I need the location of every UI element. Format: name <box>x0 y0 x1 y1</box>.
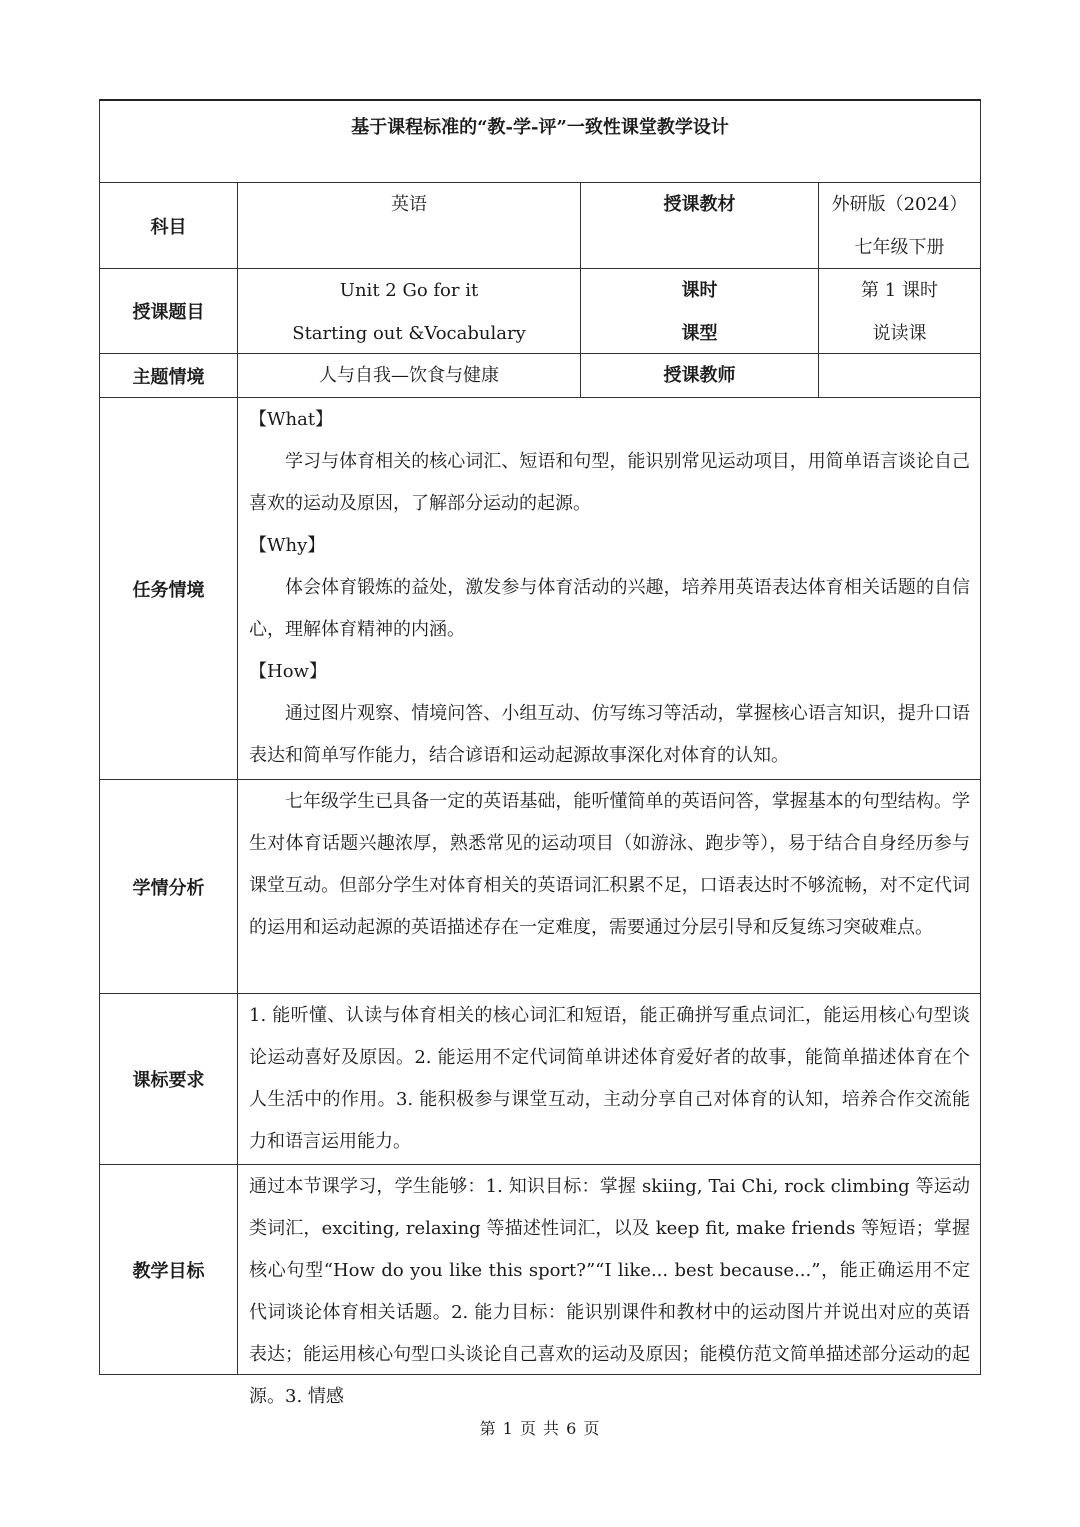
objectives-text: 通过本节课学习，学生能够：1. 知识目标：掌握 skiing, Tai Chi, rock climbing 等运动类词汇，exciting, relaxing 等描述性词汇，以及 keep fit, make friends 等短语；掌握核心句型“How do you like this sport?”“I like... best because...”，能正确运用不定代词谈论体育相关话题。2. 能力目标：能识别课件和教材中的运动图片并说出对应的英语表达；能运用核心句型口头谈论自己喜欢的运动及原因；能模仿范文简单描述部分运动的起源。3. 情感 <box>249 1176 970 1407</box>
standards-label: 课标要求 <box>132 1070 205 1091</box>
lesson-type-value: 说读课 <box>872 323 927 344</box>
analysis-text: 七年级学生已具备一定的英语基础，能听懂简单的英语问答，掌握基本的句型结构。学生对体育话题兴趣浓厚，熟悉常见的运动项目（如游泳、跑步等），易于结合自身经历参与课堂互动。但部分学生对体育相关的英语词汇积累不足，口语表达时不够流畅，对不定代词的运用和运动起源的英语描述存在一定难度，需要通过分层引导和反复练习突破难点。 <box>249 791 970 938</box>
topic-label: 授课题目 <box>132 302 205 323</box>
subject-value-text: 英语 <box>391 194 427 215</box>
analysis-label: 学情分析 <box>132 877 205 899</box>
topic-row <box>100 269 980 354</box>
topic-line-2: Starting out &Vocabulary <box>292 323 526 344</box>
why-tag: 【Why】 <box>249 535 326 556</box>
objectives-content <box>237 1165 980 1407</box>
theme-row <box>100 354 980 398</box>
subject-value <box>237 183 580 268</box>
period-type-labels <box>580 269 818 353</box>
title-row <box>100 101 980 183</box>
how-tag: 【How】 <box>249 661 327 682</box>
task-content <box>237 398 980 779</box>
textbook-value: 外研版（2024）七年级下册 <box>818 183 980 268</box>
page-footer: 第 1 页 共 6 页 <box>479 1419 601 1438</box>
topic-line-1: Unit 2 Go for it <box>339 280 479 301</box>
textbook-label-text: 授课教材 <box>663 194 736 215</box>
topic-value <box>237 269 580 353</box>
theme-label: 主题情境 <box>132 366 205 388</box>
task-label: 任务情境 <box>132 579 205 601</box>
task-row <box>100 398 980 780</box>
subject-label: 科目 <box>150 216 187 238</box>
period-label: 课时 <box>681 280 718 301</box>
what-tag: 【What】 <box>249 409 334 430</box>
lesson-type-label: 课型 <box>681 323 718 344</box>
how-text: 通过图片观察、情境问答、小组互动、仿写练习等活动，掌握核心语言知识，提升口语表达和简单写作能力，结合谚语和运动起源故事深化对体育的认知。 <box>249 703 970 766</box>
teacher-label: 授课教师 <box>580 354 818 397</box>
objectives-label: 教学目标 <box>132 1261 205 1282</box>
document-title: 基于课程标准的“教-学-评”一致性课堂教学设计 <box>351 117 729 138</box>
standards-content <box>237 994 980 1164</box>
standards-text: 1. 能听懂、认读与体育相关的核心词汇和短语，能正确拼写重点词汇，能运用核心句型谈论运动喜好及原因。2. 能运用不定代词简单讲述体育爱好者的故事，能简单描述体育在个人生活中的作用。3. 能积极参与课堂互动，主动分享自己对体育的认知，培养合作交流能力和语言运用能力。 <box>249 1005 970 1152</box>
why-text: 体会体育锻炼的益处，激发参与体育活动的兴趣，培养用英语表达体育相关话题的自信心，理解体育精神的内涵。 <box>249 577 970 640</box>
what-text: 学习与体育相关的核心词汇、短语和句型，能识别常见运动项目，用简单语言谈论自己喜欢的运动及原因，了解部分运动的起源。 <box>249 451 970 514</box>
period-value: 第 1 课时 <box>861 280 938 301</box>
lesson-plan-table <box>99 99 981 1407</box>
period-type-values <box>818 269 980 353</box>
analysis-content <box>237 780 980 993</box>
standards-row <box>100 994 980 1165</box>
textbook-label <box>580 183 818 268</box>
subject-row <box>100 183 980 269</box>
analysis-row <box>100 780 980 994</box>
teacher-value <box>818 354 980 397</box>
theme-value: 人与自我—饮食与健康 <box>237 354 580 397</box>
objectives-row <box>100 1165 980 1407</box>
